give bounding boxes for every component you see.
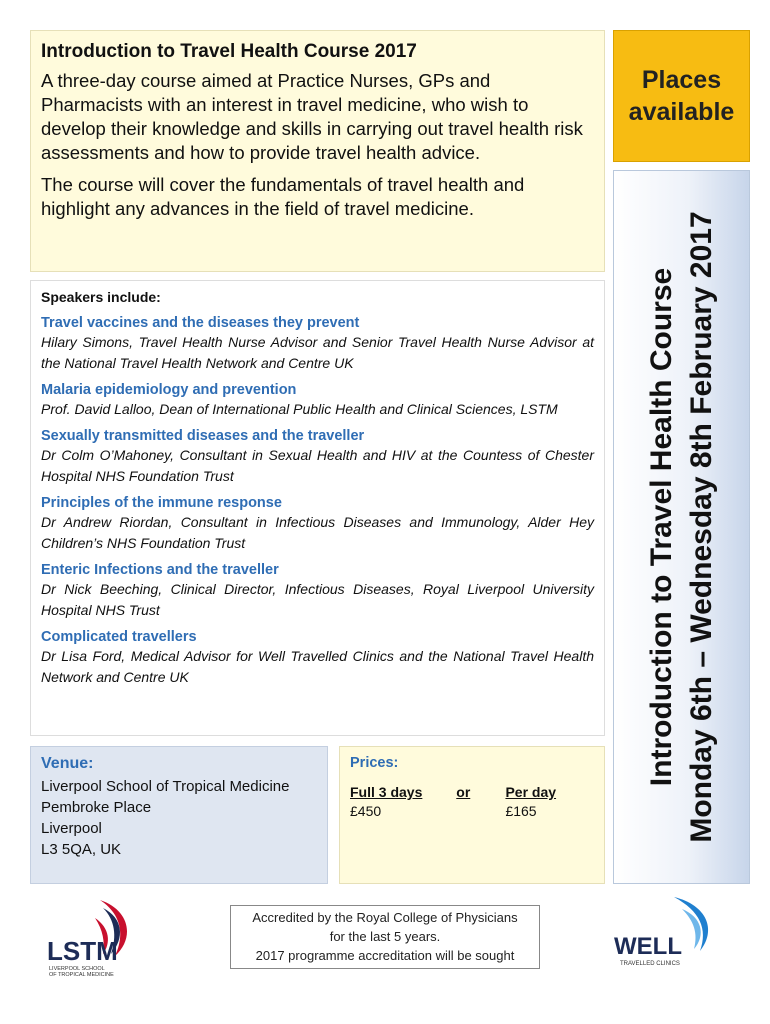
full-course-price: £450: [350, 803, 382, 819]
talk-item: [41, 315, 594, 374]
venue-box: [30, 746, 328, 884]
venue-line: L3 5QA, UK: [41, 841, 122, 858]
course-date-banner: [613, 170, 750, 884]
lstm-subtitle: OF TROPICAL MEDICINE: [49, 972, 114, 978]
accreditation-line: for the last 5 years.: [329, 929, 441, 944]
banner-dates: Monday 6th – Wednesday 8th February 2017: [684, 211, 718, 843]
badge-line-2: available: [628, 98, 735, 126]
talk-item: [41, 629, 594, 688]
places-available-badge: [613, 30, 750, 162]
venue-line: Liverpool School of Tropical Medicine: [41, 778, 290, 795]
talk-speaker: Prof. David Lalloo, Dean of International Public Health and Clinical Sciences, LSTM: [41, 401, 558, 417]
accreditation-line: 2017 programme accreditation will be sought: [255, 948, 515, 963]
lstm-logo: [45, 898, 160, 980]
or-label: or: [456, 784, 471, 800]
well-subtitle: TRAVELLED CLINICS: [620, 961, 680, 967]
per-day-price: £165: [505, 803, 537, 819]
accreditation-box: [230, 905, 540, 969]
venue-line: Liverpool: [41, 820, 102, 837]
venue-line: Pembroke Place: [41, 799, 152, 816]
full-course-label: Full 3 days: [350, 784, 423, 800]
talk-item: [41, 495, 594, 554]
course-description: A three-day course aimed at Practice Nurses, GPs and Pharmacists with an interest in travel medicine, who wish to develop their knowledge and skills in carrying out travel health risk assessments and how to provide travel health advice.: [41, 70, 583, 163]
talk-title: Travel vaccines and the diseases they prevent: [41, 315, 360, 331]
venue-label: Venue:: [41, 755, 94, 772]
talk-speaker: Dr Nick Beeching, Clinical Director, Infectious Diseases, Royal Liverpool University Hospital NHS Trust: [41, 581, 594, 618]
talk-title: Enteric Infections and the traveller: [41, 562, 279, 578]
talk-speaker: Hilary Simons, Travel Health Nurse Advisor and Senior Travel Health Nurse Advisor at the National Travel Health Network and Centre UK: [41, 334, 594, 371]
talk-speaker: Dr Colm O’Mahoney, Consultant in Sexual Health and HIV at the Countess of Chester Hospital NHS Foundation Trust: [41, 447, 594, 484]
talk-item: [41, 382, 594, 420]
talk-item: [41, 428, 594, 487]
accreditation-line: Accredited by the Royal College of Physicians: [252, 910, 518, 925]
per-day-label: Per day: [505, 784, 557, 800]
lstm-subtitle: LIVERPOOL SCHOOL: [49, 966, 105, 972]
talk-title: Principles of the immune response: [41, 495, 282, 511]
speakers-section: [30, 280, 605, 736]
prices-box: [339, 746, 605, 884]
lstm-wordmark: LSTM: [47, 936, 118, 966]
talk-title: Complicated travellers: [41, 629, 197, 645]
well-travelled-logo: [612, 895, 732, 970]
talk-speaker: Dr Lisa Ford, Medical Advisor for Well Travelled Clinics and the National Travel Health Network and Centre UK: [41, 648, 594, 685]
prices-label: Prices:: [350, 755, 399, 771]
banner-title: Introduction to Travel Health Course: [644, 267, 678, 787]
course-intro-box: [30, 30, 605, 272]
talk-item: [41, 562, 594, 621]
talk-speaker: Dr Andrew Riordan, Consultant in Infectious Diseases and Immunology, Alder Hey Children’s NHS Foundation Trust: [41, 514, 594, 551]
talk-title: Sexually transmitted diseases and the traveller: [41, 428, 365, 444]
course-title: Introduction to Travel Health Course 2017: [41, 41, 417, 62]
speakers-heading: Speakers include:: [41, 289, 161, 305]
badge-line-1: Places: [641, 66, 722, 94]
well-wordmark: WELL: [614, 933, 682, 960]
talk-title: Malaria epidemiology and prevention: [41, 382, 297, 398]
course-summary: The course will cover the fundamentals of travel health and highlight any advances in the field of travel medicine.: [41, 174, 525, 219]
